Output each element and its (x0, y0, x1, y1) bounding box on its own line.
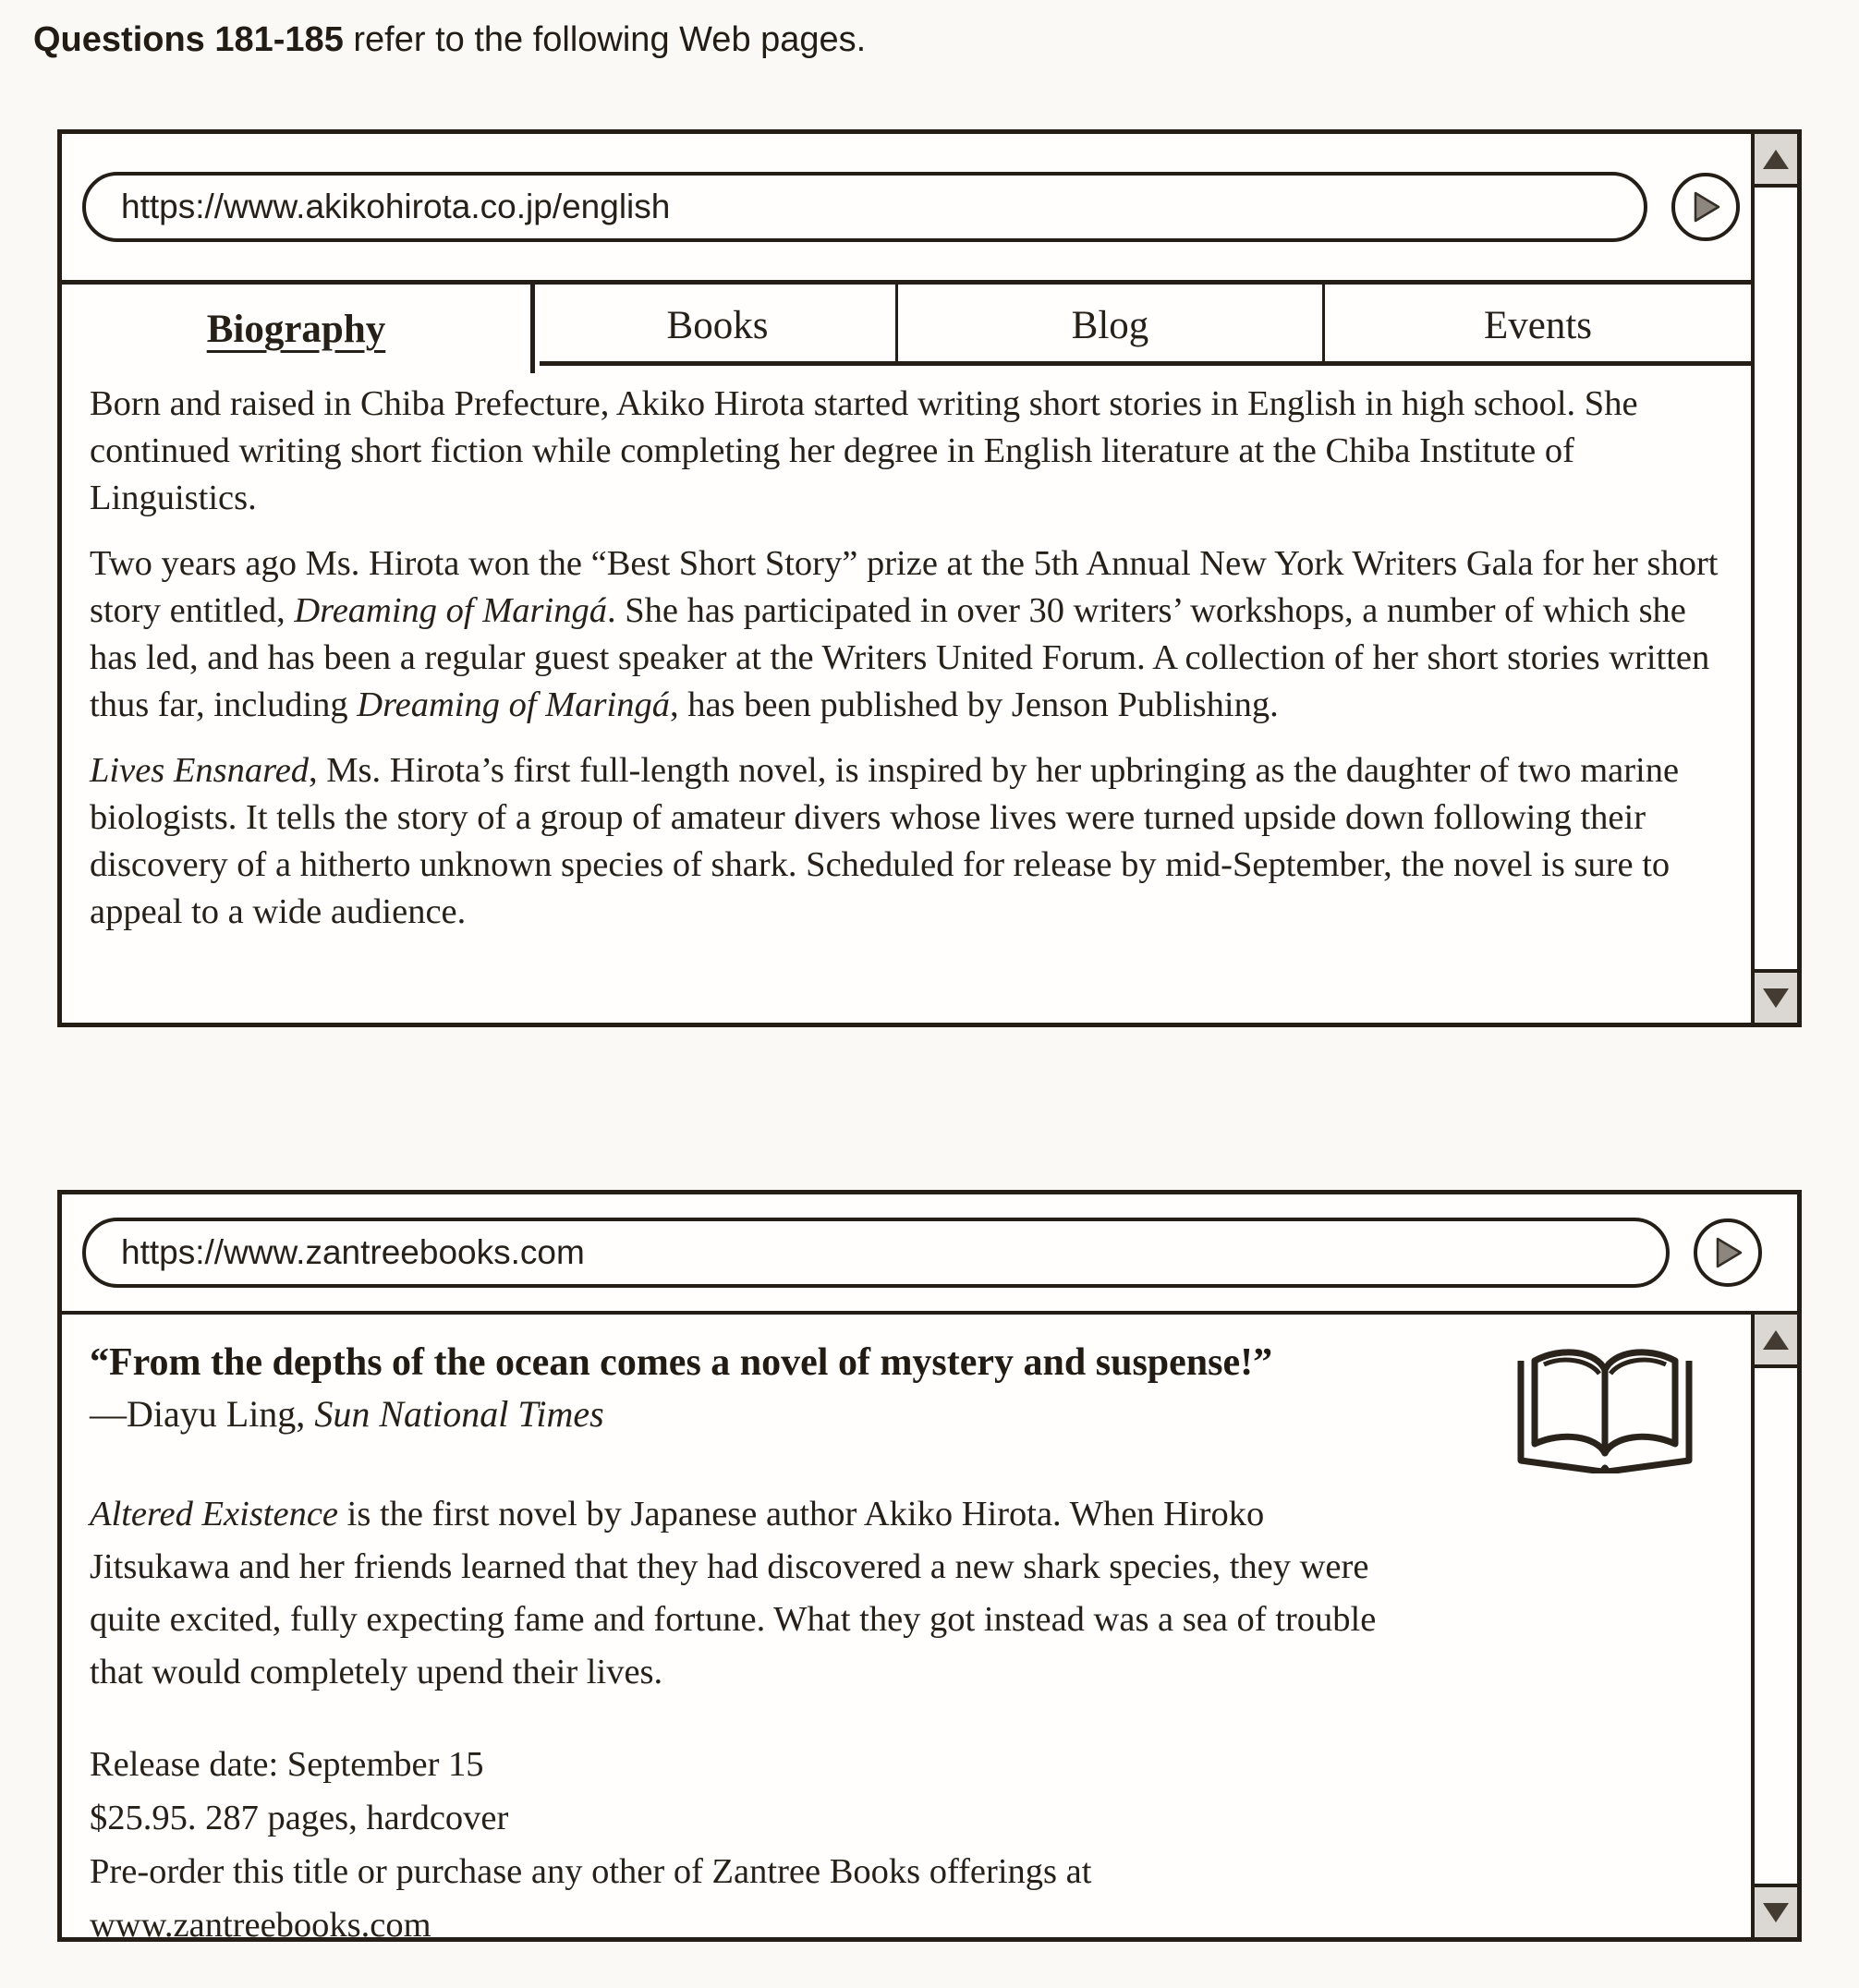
go-arrow-icon (1688, 189, 1723, 224)
tab-bar-underline (540, 361, 1751, 366)
question-instruction: refer to the following Web pages. (343, 20, 867, 59)
window1-url-text: https://www.akikohirota.co.jp/english (121, 188, 671, 225)
tab-events[interactable] (1325, 285, 1751, 366)
window2-url-input[interactable] (82, 1218, 1670, 1288)
book-description: Altered Existence is the first novel by Japanese author Akiko Hirota. When Hiroko Jitsukawa and her friends learned that they had discovered a new shark species, they were quite excited, fully expecting fame and fortune. What they got instead was a sea of trouble that would completely upend their lives. (90, 1495, 1377, 1691)
window1-main-area (62, 134, 1751, 1023)
window1-scrollbar[interactable] (1751, 134, 1797, 1023)
window1-url-input[interactable] (82, 172, 1647, 242)
window2-scrollbar[interactable] (1751, 1315, 1797, 1937)
scroll-down-icon (1763, 988, 1789, 1008)
website-line: www.zantreebooks.com (90, 1906, 431, 1937)
scroll-up-icon (1763, 150, 1789, 169)
tab-events-label: Events (1483, 303, 1593, 347)
window2-scroll-down-button[interactable] (1755, 1884, 1797, 1937)
window1-scroll-down-button[interactable] (1755, 969, 1797, 1023)
question-header (33, 20, 866, 60)
window2-url-bar-row (62, 1194, 1797, 1311)
biography-content (62, 366, 1751, 1023)
review-quote: “From the depths of the ocean comes a novel of mystery and suspense!” (90, 1341, 1273, 1384)
scroll-up-icon (1763, 1330, 1789, 1350)
biography-paragraph-3: Lives Ensnared, Ms. Hirota’s first full-length novel, is inspired by her upbringing as the daughter of two marine biologists. It tells the story of a group of amateur divers whose lives were turned upside down following their discovery of a hitherto unknown species of shark. Scheduled for release by mid-September, the novel is sure to appeal to a wide audience. (90, 751, 1680, 931)
tab-books-label: Books (666, 303, 769, 347)
tab-books[interactable] (540, 285, 898, 366)
tab-biography-label: Biography (206, 307, 386, 351)
window2-scroll-up-button[interactable] (1755, 1315, 1797, 1368)
window1-scroll-up-button[interactable] (1755, 134, 1797, 188)
window2-body (62, 1311, 1797, 1937)
question-range: Questions 181-185 (33, 20, 344, 59)
tab-biography[interactable] (62, 285, 535, 373)
window2-url-text: https://www.zantreebooks.com (121, 1233, 585, 1271)
browser-window-author-site (57, 129, 1802, 1027)
go-arrow-icon (1710, 1235, 1745, 1270)
book-promo-content (62, 1315, 1751, 1937)
scroll-down-icon (1763, 1903, 1789, 1922)
window1-url-bar-row (62, 134, 1751, 280)
preorder-line: Pre-order this title or purchase any other of Zantree Books offerings at (90, 1852, 1092, 1891)
browser-window-bookstore (57, 1190, 1802, 1942)
release-info-block (90, 1738, 1723, 1937)
window1-tab-bar (62, 280, 1751, 366)
window2-go-button[interactable] (1694, 1218, 1762, 1287)
review-attribution: —Diayu Ling, Sun National Times (90, 1393, 604, 1435)
price-pages-line: $25.95. 287 pages, hardcover (90, 1799, 509, 1837)
biography-paragraph-1: Born and raised in Chiba Prefecture, Akiko Hirota started writing short stories in English in high school. She continued writing short fiction while completing her degree in English literature at the Chiba Institute of Linguistics. (90, 384, 1638, 517)
biography-paragraph-2: Two years ago Ms. Hirota won the “Best Short Story” prize at the 5th Annual New York Writers Gala for her short story entitled, Dreaming of Maringá. She has participated in over 30 writers’ workshops, a number of which she has led, and has been a regular guest speaker at the Writers United Forum. A collection of her short stories written thus far, including Dreaming of Maringá, has been published by Jenson Publishing. (90, 544, 1719, 724)
window1-go-button[interactable] (1671, 173, 1740, 241)
open-book-icon (1507, 1326, 1703, 1473)
tab-blog-label: Blog (1071, 303, 1149, 347)
tab-blog[interactable] (898, 285, 1325, 366)
release-date-line: Release date: September 15 (90, 1745, 484, 1784)
